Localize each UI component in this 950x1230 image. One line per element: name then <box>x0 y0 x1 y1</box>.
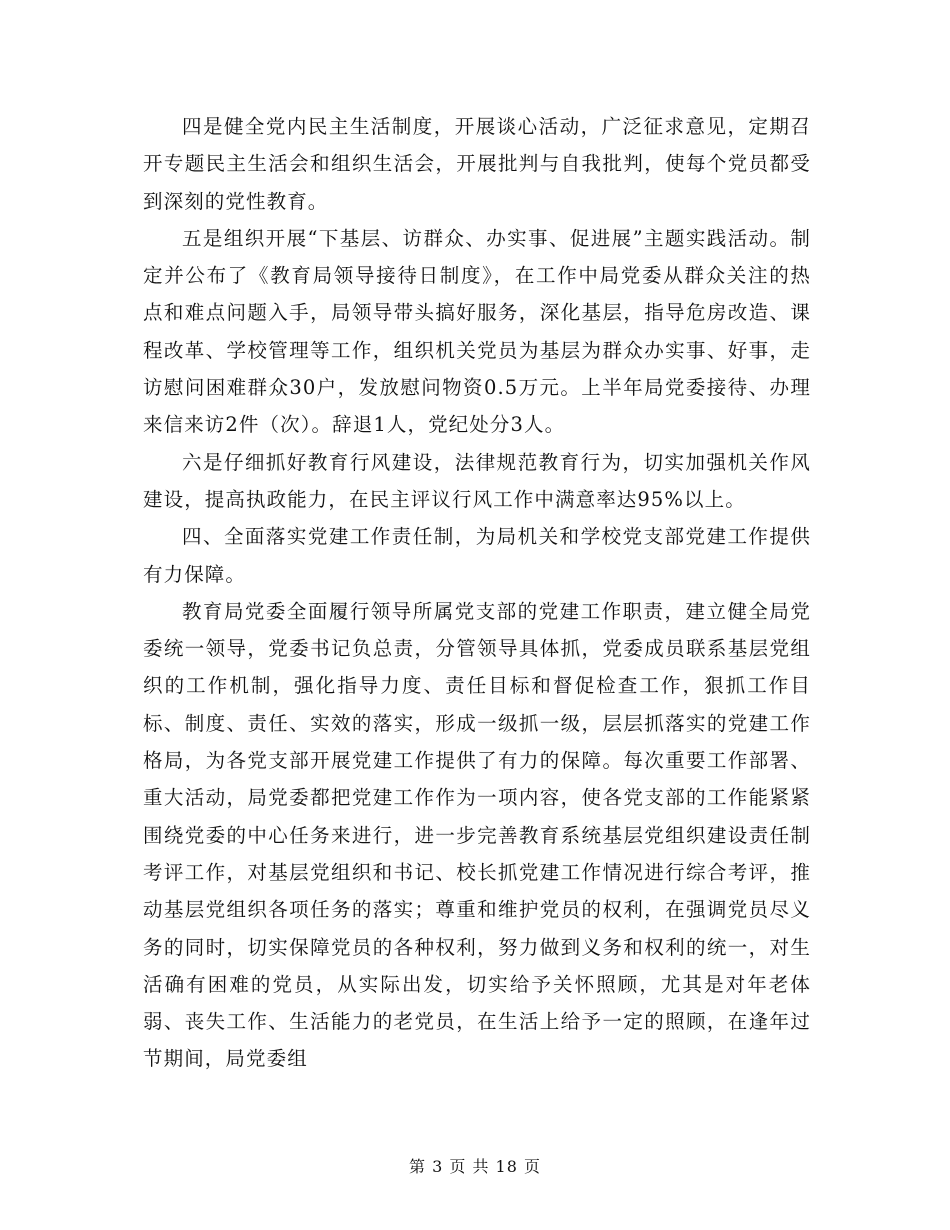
paragraph-conduct-building: 六是仔细抓好教育行风建设，法律规范教育行为，切实加强机关作风建设，提高执政能力，在民主评议行风工作中满意率达95%以上。 <box>143 450 811 511</box>
paragraph-democratic-life: 四是健全党内民主生活制度，开展谈心活动，广泛征求意见，定期召开专题民主生活会和组织生活会，开展批判与自我批判，使每个党员都受到深刻的党性教育。 <box>143 115 811 213</box>
page-number-footer: 第 3 页 共 18 页 <box>409 1157 541 1176</box>
paragraph-grassroots-activity: 五是组织开展“下基层、访群众、办实事、促进展”主题实践活动。制定并公布了《教育局领导接待日制度》，在工作中局党委从群众关注的热点和难点问题入手，局领导带头搞好服务，深化基层，指导危房改造、课程改革、学校管理等工作，组织机关党员为基层为群众办实事、好事，走访慰问困难群众30户，发放慰问物资0.5万元。上半年局党委接待、办理来信来访2件（次）。辞退1人，党纪处分3人。 <box>143 226 811 437</box>
paragraph-party-committee-duties: 教育局党委全面履行领导所属党支部的党建工作职责，建立健全局党委统一领导，党委书记负总责，分管领导具体抓，党委成员联系基层党组织的工作机制，强化指导力度、责任目标和督促检查工作，狠抓工作目标、制度、责任、实效的落实，形成一级抓一级，层层抓落实的党建工作格局，为各党支部开展党建工作提供了有力的保障。每次重要工作部署、重大活动，局党委都把党建工作作为一项内容，使各党支部的工作能紧紧围绕党委的中心任务来进行，进一步完善教育系统基层党组织建设责任制考评工作，对基层党组织和书记、校长抓党建工作情况进行综合考评，推动基层党组织各项任务的落实；尊重和维护党员的权利，在强调党员尽义务的同时，切实保障党员的各种权利，努力做到义务和权利的统一，对生活确有困难的党员，从实际出发，切实给予关怀照顾，尤其是对年老体弱、丧失工作、生活能力的老党员，在生活上给予一定的照顾，在逢年过节期间，局党委组 <box>143 599 811 1071</box>
document-body <box>143 108 811 1078</box>
section-heading-responsibility: 四、全面落实党建工作责任制，为局机关和学校党支部党建工作提供有力保障。 <box>143 525 811 586</box>
